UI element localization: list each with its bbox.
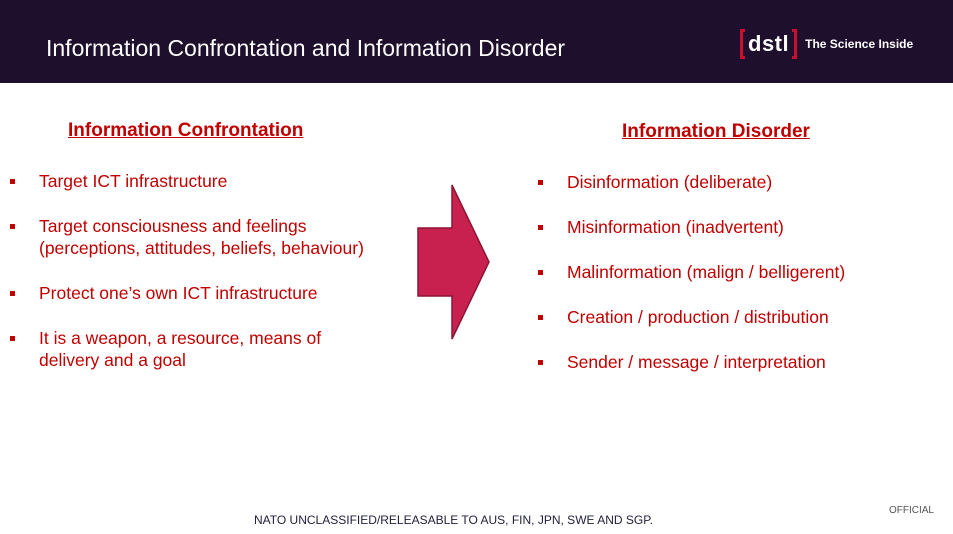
logo-right-bracket bbox=[792, 29, 797, 59]
right-arrow-icon bbox=[416, 183, 492, 341]
bullet-square-icon bbox=[538, 270, 543, 275]
slide-title: Information Confrontation and Information Disorder bbox=[46, 35, 566, 61]
left-bullet-list bbox=[10, 170, 364, 394]
list-item: Sender / message / interpretation bbox=[538, 351, 845, 373]
bullet-square-icon bbox=[538, 315, 543, 320]
dstl-logo bbox=[740, 28, 913, 60]
list-item: It is a weapon, a resource, means of delivery and a goal bbox=[10, 327, 364, 371]
header-bar bbox=[0, 0, 953, 83]
bullet-square-icon bbox=[10, 291, 15, 296]
list-item: Disinformation (deliberate) bbox=[538, 171, 845, 193]
list-item: Creation / production / distribution bbox=[538, 306, 845, 328]
right-bullet-list bbox=[538, 171, 845, 396]
list-item: Malinformation (malign / belligerent) bbox=[538, 261, 845, 283]
bullet-square-icon bbox=[538, 225, 543, 230]
logo-tagline: The Science Inside bbox=[805, 37, 914, 51]
official-marking: OFFICIAL bbox=[888, 505, 934, 516]
list-item: Target consciousness and feelings (perceptions, attitudes, beliefs, behaviour) bbox=[10, 215, 364, 259]
bullet-square-icon bbox=[538, 360, 543, 365]
bullet-square-icon bbox=[10, 179, 15, 184]
right-column-heading: Information Disorder bbox=[622, 121, 810, 142]
classification-footer: NATO UNCLASSIFIED/RELEASABLE TO AUS, FIN, JPN, SWE AND SGP. bbox=[253, 513, 653, 527]
left-column-heading: Information Confrontation bbox=[68, 120, 304, 141]
logo-wordmark: dstl bbox=[748, 31, 790, 56]
list-item: Target ICT infrastructure bbox=[10, 170, 364, 192]
bullet-square-icon bbox=[10, 224, 15, 229]
bullet-square-icon bbox=[538, 180, 543, 185]
bullet-square-icon bbox=[10, 336, 15, 341]
list-item: Protect one’s own ICT infrastructure bbox=[10, 282, 364, 304]
list-item: Misinformation (inadvertent) bbox=[538, 216, 845, 238]
